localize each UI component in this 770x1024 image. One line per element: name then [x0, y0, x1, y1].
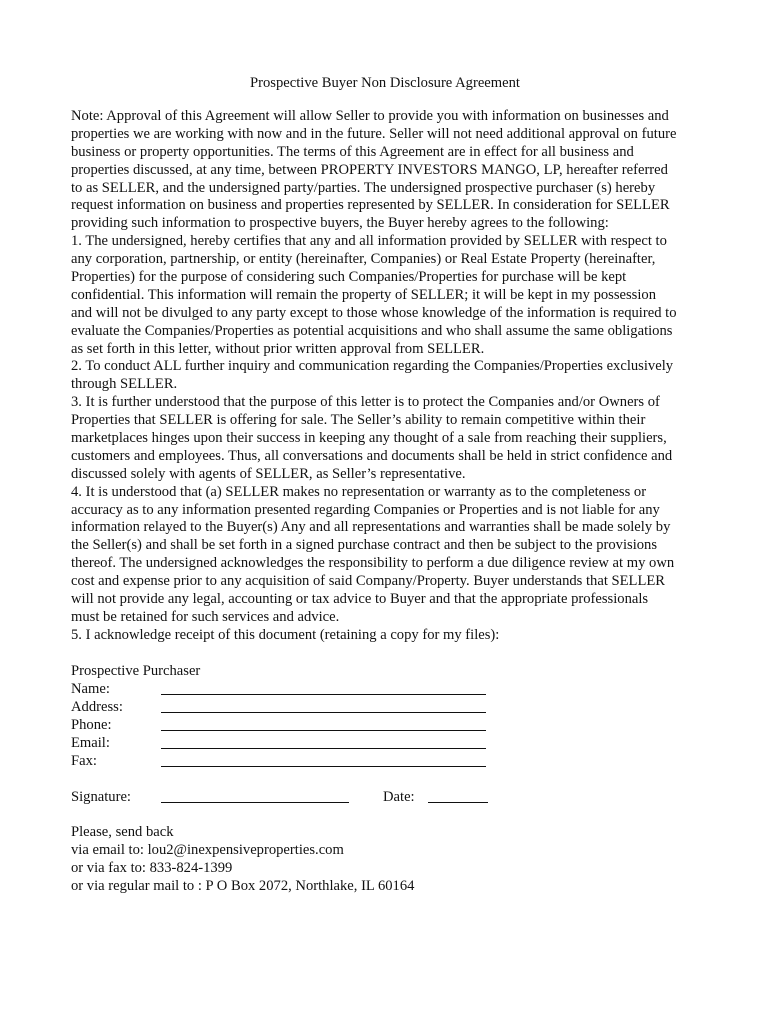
clause-3-line: Properties that SELLER is offering for sale. The Seller’s ability to remain competitive within their: [71, 412, 646, 429]
send-back-heading: Please, send back: [71, 824, 174, 840]
clause-2-line: through SELLER.: [71, 376, 178, 393]
clause-4-line: information relayed to the Buyer(s) Any and all representations and warranties shall be made solely by: [71, 519, 671, 536]
clause-4-line: will not provide any legal, accounting or tax advice to Buyer and that the appropriate professionals: [71, 591, 649, 608]
clause-1-line: Properties) for the purpose of considering such Companies/Properties for purchase will be kept: [71, 269, 627, 286]
phone-label: Phone:: [71, 717, 112, 733]
clause-4-line: cost and expense prior to any acquisition of said Company/Property. Buyer understands that SELLER: [71, 573, 666, 590]
body-line: to as SELLER, and the undersigned party/parties. The undersigned prospective purchaser (s) hereby: [71, 179, 656, 196]
clause-4-line: thereof. The undersigned acknowledges the responsibility to perform a due diligence review at my own: [71, 555, 675, 572]
signature-label: Signature:: [71, 789, 131, 805]
clause-5-line: 5. I acknowledge receipt of this document (retaining a copy for my files):: [71, 626, 500, 643]
clause-1-line: confidential. This information will remain the property of SELLER; it will be kept in my possession: [71, 286, 657, 303]
clause-2-line: 2. To conduct ALL further inquiry and communication regarding the Companies/Properties exclusively: [71, 358, 674, 375]
body-line: properties we are working with now and in the future. Seller will not need additional approval on future: [71, 125, 677, 142]
date-field[interactable]: [428, 788, 488, 803]
clause-4-line: must be retained for such services and advice.: [71, 608, 340, 625]
clause-3-line: customers and employees. Thus, all conversations and documents shall be held in strict confidence and: [71, 447, 673, 464]
clause-1-line: and will not be divulged to any party except to those whose knowledge of the information is required to: [71, 304, 677, 321]
email-field[interactable]: [161, 734, 486, 749]
clause-1-line: as set forth in this letter, without prior written approval from SELLER.: [71, 340, 485, 357]
clause-1-line: 1. The undersigned, hereby certifies that any and all information provided by SELLER with respect to: [71, 233, 667, 250]
agreement-body: [71, 108, 711, 645]
send-back-email: via email to: lou2@inexpensiveproperties.com: [71, 842, 344, 858]
name-label: Name:: [71, 681, 110, 697]
name-row: [71, 680, 711, 698]
clause-3-line: marketplaces hinges upon their success in keeping any thought of a sale from reaching their suppliers,: [71, 430, 667, 447]
name-field[interactable]: [161, 680, 486, 695]
clause-1-line: any corporation, partnership, or entity (hereinafter, Companies) or Real Estate Property (hereinafter,: [71, 251, 656, 268]
purchaser-form: [71, 662, 711, 770]
signature-row: [71, 788, 711, 808]
body-line: request information on business and properties represented by SELLER. In consideration for SELLER: [71, 197, 670, 214]
body-line: business or property opportunities. The terms of this Agreement are in effect for all business and: [71, 143, 634, 160]
clause-1-line: evaluate the Companies/Properties as potential acquisitions and who shall assume the same obligations: [71, 322, 673, 339]
email-row: [71, 734, 711, 752]
body-line: properties discussed, at any time, between PROPERTY INVESTORS MANGO, LP, hereafter referred: [71, 161, 668, 178]
clause-4-line: 4. It is understood that (a) SELLER makes no representation or warranty as to the completeness or: [71, 483, 647, 500]
send-back-fax: or via fax to: 833-824-1399: [71, 860, 233, 876]
email-label: Email:: [71, 735, 110, 751]
address-label: Address:: [71, 699, 123, 715]
fax-row: [71, 752, 711, 770]
signature-field[interactable]: [161, 788, 349, 803]
clause-4-line: accuracy as to any information presented regarding Companies or Properties and is not liable for any: [71, 501, 660, 518]
send-back-instructions: [71, 823, 711, 895]
form-heading: Prospective Purchaser: [71, 663, 201, 679]
body-line: Note: Approval of this Agreement will allow Seller to provide you with information on businesses and: [71, 108, 669, 124]
document-title: Prospective Buyer Non Disclosure Agreement: [250, 75, 520, 91]
phone-field[interactable]: [161, 716, 486, 731]
address-field[interactable]: [161, 698, 486, 713]
fax-label: Fax:: [71, 753, 97, 769]
phone-row: [71, 716, 711, 734]
address-row: [71, 698, 711, 716]
clause-4-line: the Seller(s) and shall be set forth in a signed purchase contract and then be subject to the provisions: [71, 537, 658, 554]
date-label: Date:: [383, 789, 415, 805]
body-line: providing such information to prospective buyers, the Buyer hereby agrees to the following:: [71, 215, 609, 232]
clause-3-line: 3. It is further understood that the purpose of this letter is to protect the Companies and/or Owners of: [71, 394, 660, 411]
clause-3-line: discussed solely with agents of SELLER, as Seller’s representative.: [71, 465, 466, 482]
fax-field[interactable]: [161, 752, 486, 767]
send-back-mail: or via regular mail to : P O Box 2072, Northlake, IL 60164: [71, 878, 415, 894]
